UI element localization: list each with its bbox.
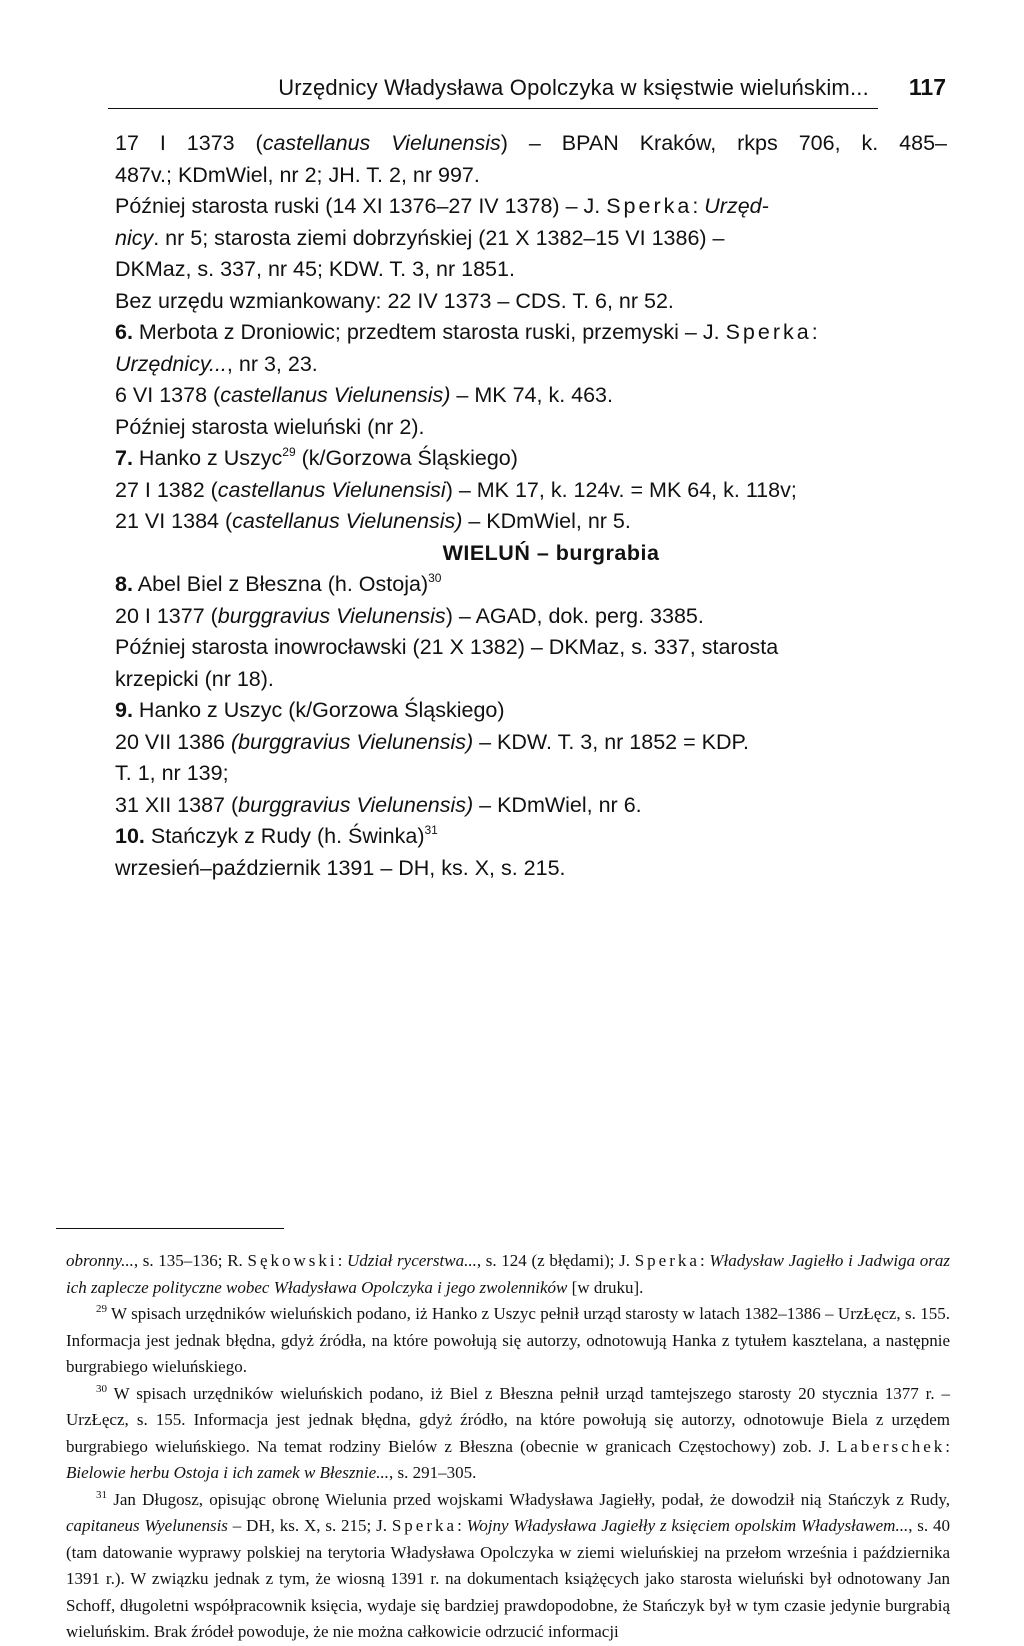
text-run: , s. 124 (z błędami); J. <box>476 1251 635 1270</box>
text-run: Później starosta ruski (14 XI 1376–27 IV 1378) – J. <box>115 194 607 218</box>
text-run: (burggravius Vielunensis) <box>230 729 474 754</box>
text-run: burggravius Vielunensis <box>217 603 446 628</box>
page-number: 117 <box>908 74 946 100</box>
text-line <box>115 632 947 664</box>
text-line <box>115 506 947 538</box>
entry-7 <box>115 443 947 475</box>
entry-number: 7. <box>115 446 133 470</box>
text-run: Laberschek <box>836 1436 946 1456</box>
text-run: – DH, ks. X, s. 215; J. <box>227 1516 392 1535</box>
text-line <box>115 758 947 790</box>
text-run: [w druku]. <box>567 1277 644 1297</box>
text-run: Hanko z Uszyc (k/Gorzowa Śląskiego) <box>132 698 505 722</box>
text-run: Sękowski <box>247 1251 338 1270</box>
text-run: ) – AGAD, dok. perg. 3385. <box>445 603 704 628</box>
text-run: Sperka <box>725 320 812 344</box>
text-line <box>115 664 947 696</box>
text-run: : <box>811 320 818 344</box>
text-run: obronny... <box>66 1251 134 1270</box>
text-run: Sperka <box>391 1516 458 1535</box>
footnotes <box>66 1248 950 1646</box>
text-line <box>115 160 947 192</box>
text-run: DKMaz, s. 337, nr 45; KDW. T. 3, nr 1851. <box>115 257 515 281</box>
text-run: : <box>945 1436 950 1456</box>
text-run: 17 I 1373 ( <box>115 131 263 155</box>
text-run: – KDmWiel, nr 5. <box>462 509 631 533</box>
entry-6 <box>115 317 947 349</box>
text-run: 20 I 1377 ( <box>115 603 218 628</box>
text-run: – KDW. T. 3, nr 1852 = KDP. <box>473 729 750 754</box>
text-run: Wojny Władysława Jagiełły z księciem opolskim Władysławem... <box>466 1516 909 1535</box>
main-text <box>115 128 947 884</box>
text-line <box>115 475 947 507</box>
text-run: , nr 3, 23. <box>226 351 318 376</box>
text-run: Merbota z Droniowic; przedtem starosta ruski, przemyski – J. <box>132 320 726 344</box>
text-run: capitaneus Wyelunensis <box>66 1516 228 1535</box>
text-line <box>115 128 947 160</box>
text-run: , s. 40 (tam datowanie wyprawy polskiej na terytoria Władysława Opolczyka w ziemi wieluńskiej na przełom września i października 1391 r.). W związku jednak z tym, że wiosną 1391 r. na dokumentach książęcych jako starosta wieluński był odnotowany Jan Schoff, długoletni współpracownik księcia, wydaje się bardziej prawdopodobne, że Stańczyk był w tym czasie jedynie burgrabią wieluńskim. Brak źródeł powoduje, że nie można całkowicie odrzucić informacji <box>66 1516 951 1641</box>
header-rule <box>108 108 878 109</box>
footnote-ref: 29 <box>282 445 296 459</box>
text-run: , s. 135–136; R. <box>133 1251 248 1270</box>
text-run: , s. 291–305. <box>388 1463 477 1482</box>
text-line <box>115 853 947 885</box>
text-run: Udział rycerstwa... <box>347 1251 477 1270</box>
text-run: Sperka <box>634 1251 700 1270</box>
text-run: castellanus Vielunensis) <box>220 383 451 407</box>
entry-10 <box>115 821 947 853</box>
text-run: . nr 5; starosta ziemi dobrzyńskiej (21 X 1382–15 VI 1386) – <box>153 225 725 250</box>
footnote-ref: 30 <box>428 571 442 585</box>
footnote-ref: 31 <box>424 823 438 837</box>
text-run: Później starosta wieluński (nr 2). <box>115 414 425 439</box>
text-line <box>115 601 947 633</box>
text-run: 487v.; KDmWiel, nr 2; JH. T. 2, nr 997. <box>115 162 480 187</box>
text-run: Bez urzędu wzmiankowany: 22 IV 1373 – CDS. T. 6, nr 52. <box>115 288 674 313</box>
text-line <box>115 254 947 286</box>
text-line <box>115 223 947 255</box>
text-run: : <box>692 194 705 218</box>
text-run: : <box>337 1251 348 1270</box>
text-run: wrzesień–październik 1391 – DH, ks. X, s. 215. <box>115 855 566 880</box>
text-run: Jan Długosz, opisując obronę Wielunia przed wojskami Władysława Jagiełły, podał, że dowodził nią Stańczyk z Rudy, <box>107 1489 950 1509</box>
text-run: : <box>699 1251 710 1270</box>
footnote-30 <box>66 1381 950 1487</box>
text-run: 20 VII 1386 <box>115 729 231 754</box>
footnote-number: 29 <box>96 1303 107 1315</box>
text-run: ) – MK 17, k. 124v. = MK 64, k. 118v; <box>445 477 797 502</box>
text-run: burggravius Vielunensis) <box>238 792 474 817</box>
footnote-29 <box>66 1301 950 1381</box>
section-heading: WIELUŃ – burgrabia <box>442 540 660 565</box>
footnote-rule <box>56 1228 284 1229</box>
text-run: Urzęd- <box>704 194 769 218</box>
text-run: Hanko z Uszyc <box>132 446 283 470</box>
entry-number: 8. <box>115 572 133 596</box>
footnote-continuation <box>66 1248 950 1301</box>
text-run: W spisach urzędników wieluńskich podano, iż Biel z Błeszna pełnił urząd tamtejszego starosty 20 stycznia 1377 r. – UrzŁęcz, s. 155. Informacja jest jednak błędna, gdyż źródło, na które powołują się autorzy, odnotowuje Biela z urzędem burgrabiego wieluńskiego. Na temat rodziny Bielów z Błeszna (obecnie w granicach Częstochowy) zob. J. <box>66 1383 950 1456</box>
text-run: (k/Gorzowa Śląskiego) <box>295 446 518 470</box>
text-line <box>115 380 947 412</box>
entry-9 <box>115 695 947 727</box>
text-run: castellanus Vielunensis <box>262 131 501 155</box>
footnote-number: 30 <box>96 1382 107 1395</box>
text-run: ) – BPAN Kraków, rkps 706, k. 485– <box>500 131 947 155</box>
footnote-31 <box>66 1487 950 1646</box>
text-run: krzepicki (nr 18). <box>115 666 274 691</box>
entry-number: 9. <box>115 698 133 722</box>
footnote-number: 31 <box>96 1488 107 1501</box>
text-line <box>115 790 947 822</box>
text-line <box>115 286 947 318</box>
text-run: Bielowie herbu Ostoja i ich zamek w Błesznie... <box>66 1463 389 1482</box>
text-run: Sperka <box>606 194 693 218</box>
text-run: Urzędnicy... <box>115 351 227 376</box>
entry-number: 10. <box>115 824 145 848</box>
text-run: castellanus Vielunensis) <box>232 509 463 533</box>
text-run: nicy <box>115 225 154 250</box>
entry-8 <box>115 569 947 601</box>
text-run: W spisach urzędników wieluńskich podano, iż Hanko z Uszyc pełnił urząd starosty w latach 1382–1386 – UrzŁęcz, s. 155. Informacja jest jednak błędna, gdyż źródła, na które powołują się autorzy, odnotowują Hanka z tytułem kasztelana, a następnie burgrabiego wieluńskiego. <box>66 1304 950 1376</box>
running-title: Urzędnicy Władysława Opolczyka w księstwie wieluńskim... <box>278 75 869 100</box>
text-run: – KDmWiel, nr 6. <box>473 792 642 817</box>
text-run: T. 1, nr 139; <box>115 761 229 785</box>
text-run: 6 VI 1378 ( <box>115 383 221 407</box>
running-header <box>108 72 946 103</box>
text-run: 31 XII 1387 ( <box>115 792 239 817</box>
text-run: Abel Biel z Błeszna (h. Ostoja) <box>132 572 429 596</box>
text-run: 21 VI 1384 ( <box>115 509 233 533</box>
text-line <box>115 412 947 444</box>
text-run: Władysław Jagiełło i Jadwiga oraz ich zaplecze polityczne wobec Władysława Opolczyka i jego zwolenników <box>66 1251 950 1297</box>
text-line <box>115 727 947 759</box>
entry-number: 6. <box>115 320 133 344</box>
text-run: Później starosta inowrocławski (21 X 1382) – DKMaz, s. 337, starosta <box>115 635 779 659</box>
text-line <box>115 191 947 223</box>
text-run: Stańczyk z Rudy (h. Świnka) <box>144 824 425 848</box>
text-line <box>115 349 947 381</box>
text-run: castellanus Vielunensisi <box>217 477 446 502</box>
text-run: – MK 74, k. 463. <box>450 383 613 407</box>
text-run: : <box>457 1516 467 1535</box>
text-run: 27 I 1382 ( <box>115 477 218 502</box>
